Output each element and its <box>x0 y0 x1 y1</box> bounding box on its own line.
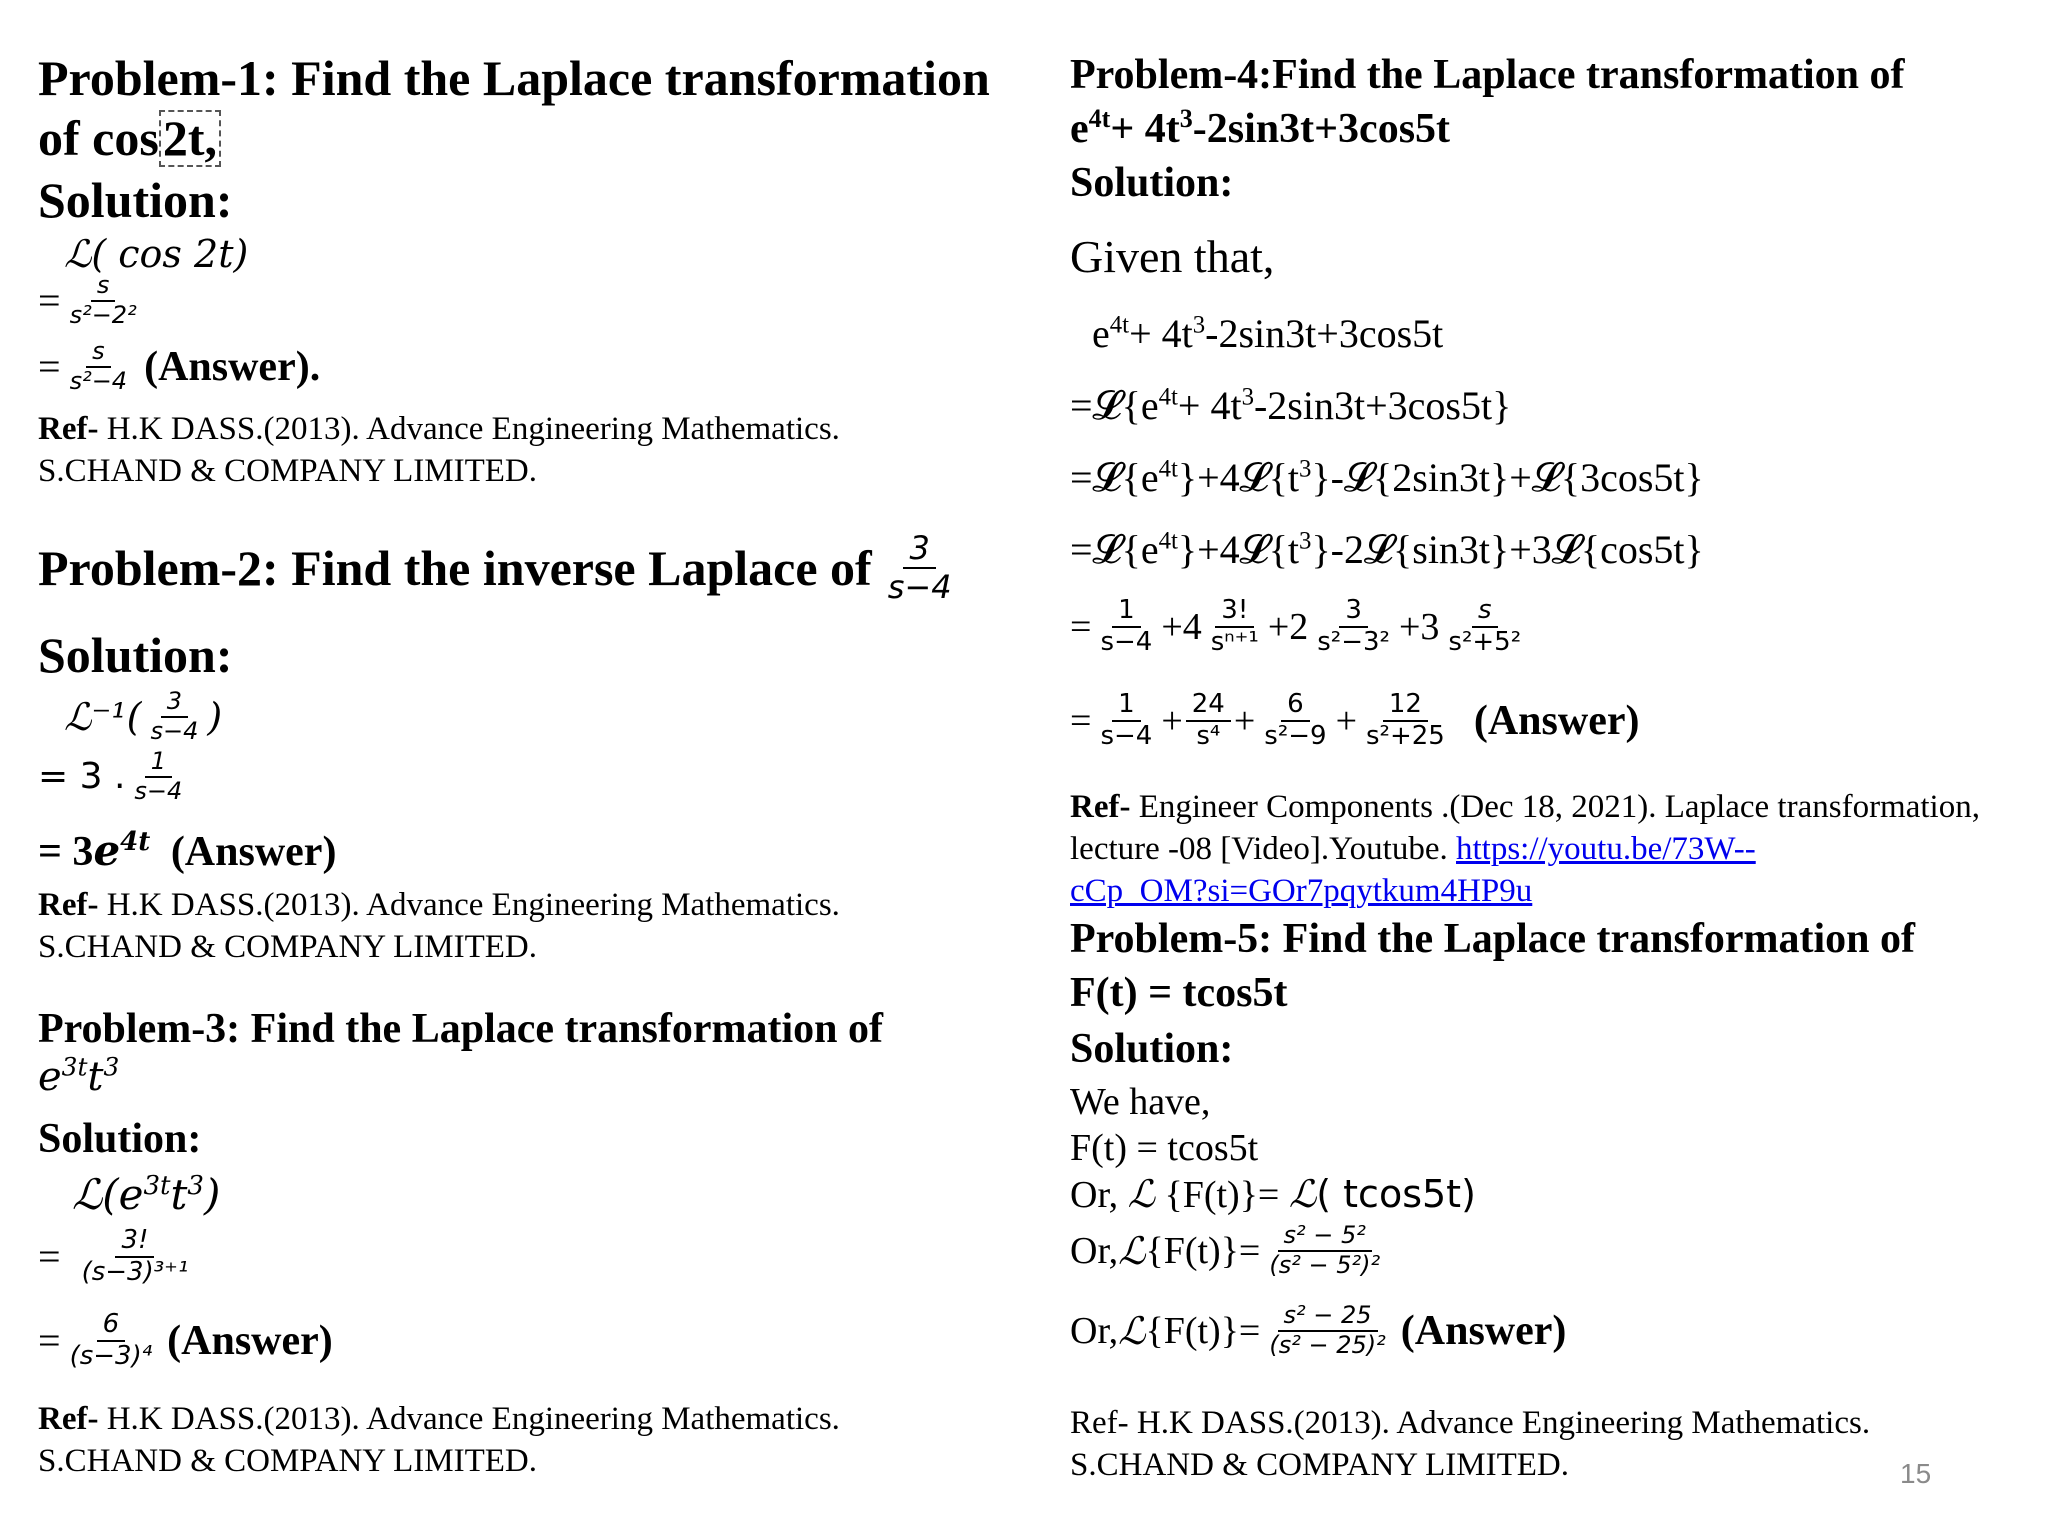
p5-step-3 <box>1070 1302 1566 1359</box>
p4-answer: (Answer) <box>1473 697 1640 744</box>
p1-step-laplace <box>64 232 248 277</box>
p4-step-1-b: + 4t <box>1177 383 1242 428</box>
p2-reference-line2: S.CHAND & COMPANY LIMITED. <box>38 929 538 965</box>
p2-step-2 <box>38 826 336 876</box>
p5-step-1-arg: ( tcos5t) <box>1316 1172 1476 1216</box>
p5-step-3-ft: {F(t)}= <box>1145 1309 1261 1352</box>
p4-step-2-a-exp: 4t <box>1158 455 1178 483</box>
p4-step-4-frac-2-num: 3! <box>1215 596 1254 628</box>
p1-fraction-2-den: s²−4 <box>69 366 128 395</box>
p3-title-e: e <box>38 1054 62 1100</box>
p5-step-3-or: Or, <box>1070 1309 1119 1352</box>
p3-fraction-1-den: (s−3)³⁺¹ <box>81 1256 189 1287</box>
p4-given-expr <box>1092 310 1443 357</box>
p5-step-2-fraction <box>1263 1222 1386 1279</box>
p1-title-2t-box: 2t, <box>159 110 221 167</box>
p4-ref-label: Ref- <box>1070 789 1131 825</box>
p4-given-4t-exp: 3 <box>1192 311 1206 339</box>
p4-step-5-equals: = <box>1070 699 1092 742</box>
p4-step-2-c: }-𝓛{2sin3t}+𝓛{3cos5t} <box>1311 455 1704 500</box>
p4-step-3-c: }-2𝓛{sin3t}+3𝓛{cos5t} <box>1311 527 1704 572</box>
p4-step-3-a-exp: 4t <box>1158 527 1178 555</box>
p1-title-of-cos: of cos <box>38 110 159 166</box>
p4-step-4-frac-3-num: 3 <box>1339 596 1368 628</box>
p4-step-4 <box>1070 596 1530 658</box>
p1-step-2 <box>38 338 320 395</box>
p3-laplace-e-exp: 3t <box>143 1171 171 1201</box>
p4-step-5-frac-1 <box>1094 690 1158 752</box>
p5-step-1-or: Or, <box>1070 1174 1128 1216</box>
p2-inverse-fraction <box>144 688 204 745</box>
p2-ref-text: H.K DASS.(2013). Advance Engineering Mathematics. <box>98 887 840 923</box>
p5-answer: (Answer) <box>1400 1307 1567 1354</box>
p3-fraction-1 <box>76 1226 195 1288</box>
p4-step-5-frac-2-den: s⁴ <box>1196 720 1221 751</box>
p1-reference-line1 <box>38 408 840 450</box>
p3-step-2 <box>38 1310 333 1372</box>
p4-step-4-frac-3 <box>1311 596 1396 658</box>
page-number: 15 <box>1900 1458 1932 1489</box>
p1-fraction-2 <box>64 338 134 395</box>
p1-fraction-2-num: s <box>86 338 111 368</box>
p4-step-2-a: =𝓛{e <box>1070 455 1159 500</box>
p2-step-1-fraction-den: s−4 <box>134 776 183 805</box>
p3-title-t: t <box>87 1054 104 1100</box>
p4-step-4-equals: = <box>1070 605 1092 648</box>
p4-title-rest: -2sin3t+3cos5t <box>1192 106 1451 152</box>
p4-step-4-frac-4-num: s <box>1472 596 1498 628</box>
p4-step-2 <box>1070 454 1704 501</box>
p4-step-5-plus-1: + <box>1161 699 1183 742</box>
p3-fraction-2-num: 6 <box>97 1310 126 1342</box>
p3-solution-heading: Solution: <box>38 1116 202 1162</box>
p4-step-4-frac-1 <box>1094 596 1158 658</box>
p5-step-1-laplace: ℒ <box>1127 1172 1155 1216</box>
p1-fraction-1-num: s <box>91 272 116 302</box>
p5-title-line2: F(t) = tcos5t <box>1070 970 1288 1016</box>
p5-step-3-laplace: ℒ <box>1118 1308 1146 1353</box>
p4-step-5-frac-4 <box>1360 690 1451 752</box>
p4-step-5-frac-1-den: s−4 <box>1100 720 1153 751</box>
p3-fraction-1-num: 3! <box>115 1226 154 1258</box>
p1-laplace-expr: ℒ( cos 2t) <box>64 232 249 276</box>
p2-title <box>38 530 961 606</box>
p4-step-4-frac-4-den: s²+5² <box>1448 626 1522 657</box>
p4-step-2-b-exp: 3 <box>1299 455 1312 483</box>
p4-step-4-frac-1-num: 1 <box>1112 596 1141 628</box>
p4-step-5-frac-3 <box>1258 690 1332 752</box>
p1-step-1 <box>38 272 146 329</box>
p5-given-function: F(t) = tcos5t <box>1070 1127 1259 1169</box>
p4-given-4t: + 4t <box>1129 311 1193 356</box>
p4-ref-text: Engineer Components .(Dec 18, 2021). Laplace transformation, <box>1130 789 1980 825</box>
p4-step-4-frac-3-den: s²−3² <box>1317 626 1390 657</box>
p4-reference-line3 <box>1070 870 1532 912</box>
p4-title-4t: + 4t <box>1110 106 1180 152</box>
p4-step-1-a: =𝓛{e <box>1070 383 1159 428</box>
p1-solution-heading: Solution: <box>38 172 233 228</box>
p5-reference-line2: S.CHAND & COMPANY LIMITED. <box>1070 1447 1570 1483</box>
p1-ref-label: Ref- <box>38 411 99 447</box>
p3-fraction-2 <box>64 1310 159 1372</box>
p4-reference-line1 <box>1070 786 1980 828</box>
p3-step-1 <box>38 1226 197 1288</box>
p2-inverse-fraction-den: s−4 <box>150 716 199 745</box>
p1-title-line2 <box>38 108 221 168</box>
p4-step-5-frac-3-num: 6 <box>1281 690 1310 722</box>
p5-reference-line1: Ref- H.K DASS.(2013). Advance Engineering Mathematics. <box>1070 1405 1871 1441</box>
p4-title-line2 <box>1070 102 1450 156</box>
p5-solution-heading: Solution: <box>1070 1026 1234 1072</box>
p4-given-e: e <box>1092 311 1110 356</box>
p3-equals-1: = <box>38 1234 61 1280</box>
p4-step-1-c: -2sin3t+3cos5t} <box>1253 383 1512 428</box>
p2-step-1-fraction <box>128 748 188 805</box>
p2-reference-line1 <box>38 884 840 926</box>
p3-title-line1: Problem-3: Find the Laplace transformation of <box>38 1006 883 1052</box>
p3-answer: (Answer) <box>167 1317 333 1364</box>
p4-step-5-frac-1-num: 1 <box>1112 690 1141 722</box>
p5-step-3-fraction <box>1263 1302 1391 1359</box>
p2-step-2-prefix: = 3 <box>38 829 94 875</box>
p3-laplace-t-exp: 3 <box>187 1171 204 1201</box>
p4-step-4-plus-3: +3 <box>1398 605 1440 648</box>
p4-step-1 <box>1070 382 1511 429</box>
p4-step-3-b-exp: 3 <box>1299 527 1312 555</box>
p1-fraction-1 <box>64 272 143 329</box>
p4-step-4-frac-2 <box>1205 596 1265 658</box>
p5-step-2-fraction-num: s² − 5² <box>1278 1222 1372 1252</box>
p4-step-5-plus-2: + <box>1233 699 1256 742</box>
p1-title-line1: Problem-1: Find the Laplace transformation <box>38 50 990 106</box>
p2-title-fraction-den: s−4 <box>887 567 952 606</box>
p2-answer: (Answer) <box>170 829 337 875</box>
p4-step-3-b: }+4𝓛{t <box>1177 527 1300 572</box>
p3-equals-2: = <box>38 1318 61 1364</box>
p4-step-4-frac-4 <box>1442 596 1527 658</box>
p3-title-e-exp: 3t <box>61 1052 88 1082</box>
p4-given-heading: Given that, <box>1070 231 1275 282</box>
p2-step-laplace <box>64 688 222 745</box>
p4-title-4t-exp: 3 <box>1179 104 1193 133</box>
p4-step-5-frac-4-num: 12 <box>1383 690 1428 722</box>
p4-solution-heading: Solution: <box>1070 160 1234 206</box>
p4-step-5-frac-4-den: s²+25 <box>1366 720 1445 751</box>
p4-step-1-b-exp: 3 <box>1241 383 1254 411</box>
p3-reference-line2: S.CHAND & COMPANY LIMITED. <box>38 1443 538 1479</box>
p2-step-1-prefix: = 3 . <box>38 756 126 798</box>
p3-step-laplace <box>72 1170 220 1219</box>
p4-step-5-frac-3-den: s²−9 <box>1264 720 1327 751</box>
p4-step-5-frac-2 <box>1186 690 1231 752</box>
p4-step-3 <box>1070 526 1704 573</box>
p5-step-3-fraction-num: s² − 25 <box>1278 1302 1378 1332</box>
p4-step-5-frac-2-num: 24 <box>1186 690 1231 722</box>
p3-laplace-open: ℒ( <box>72 1170 119 1219</box>
p2-step-1-fraction-num: 1 <box>145 748 172 778</box>
p1-fraction-1-den: s²−2² <box>69 300 137 329</box>
p5-step-2-laplace: ℒ <box>1118 1228 1146 1273</box>
p5-step-3-fraction-den: (s² − 25)² <box>1269 1330 1386 1359</box>
p4-step-4-frac-1-den: s−4 <box>1100 626 1153 657</box>
p5-title-line1: Problem-5: Find the Laplace transformation of <box>1070 916 1915 962</box>
p3-reference-line1 <box>38 1398 840 1440</box>
p2-inverse-fraction-num: 3 <box>161 688 188 718</box>
p4-step-3-a: =𝓛{e <box>1070 527 1159 572</box>
p4-step-5-plus-3: + <box>1335 699 1358 742</box>
p2-title-text: Problem-2: Find the inverse Laplace of <box>38 539 872 596</box>
p4-given-rest: -2sin3t+3cos5t <box>1205 311 1444 356</box>
p1-ref-text: H.K DASS.(2013). Advance Engineering Mathematics. <box>98 411 840 447</box>
p2-inverse-close: ) <box>207 694 223 739</box>
p4-step-4-frac-2-den: sⁿ⁺¹ <box>1210 626 1259 657</box>
p2-ref-label: Ref- <box>38 887 99 923</box>
p4-given-e-exp: 4t <box>1109 311 1130 339</box>
p1-equals-1: = <box>38 278 61 324</box>
p4-step-4-plus-2: +2 <box>1267 605 1309 648</box>
p5-step-2-fraction-den: (s² − 5²)² <box>1269 1250 1381 1279</box>
p4-step-5 <box>1070 690 1639 752</box>
p3-laplace-t: t <box>170 1170 188 1219</box>
p4-reference-line2 <box>1070 828 1756 870</box>
p5-we-have: We have, <box>1070 1081 1211 1123</box>
p3-laplace-close: ) <box>203 1170 221 1219</box>
p3-laplace-e: e <box>118 1170 144 1219</box>
p2-title-fraction <box>882 530 958 606</box>
p4-step-2-b: }+4𝓛{t <box>1177 455 1300 500</box>
p3-fraction-2-den: (s−3)⁴ <box>69 1340 153 1371</box>
p4-ref-text-2: lecture -08 [Video].Youtube. <box>1070 831 1456 867</box>
p1-equals-2: = <box>38 344 61 390</box>
p3-title-expression <box>38 1054 119 1100</box>
p5-step-2-or: Or, <box>1070 1229 1119 1272</box>
p4-step-4-plus-4: +4 <box>1161 605 1202 648</box>
p4-title-e-exp: 4t <box>1088 104 1111 133</box>
p2-step-2-exp: 4t <box>120 827 151 857</box>
p5-step-1-laplace-2: ℒ <box>1288 1172 1317 1216</box>
p4-reference-link[interactable]: https://youtu.be/73W-- <box>1456 831 1756 867</box>
p5-step-2 <box>1070 1222 1389 1279</box>
p2-title-fraction-num: 3 <box>903 530 935 569</box>
p1-answer: (Answer). <box>144 343 321 390</box>
p3-ref-text: H.K DASS.(2013). Advance Engineering Mathematics. <box>98 1401 840 1437</box>
p4-step-1-a-exp: 4t <box>1158 383 1178 411</box>
p5-step-1-ft: {F(t)}= <box>1154 1174 1289 1216</box>
p3-title-t-exp: 3 <box>103 1052 120 1082</box>
p2-step-1 <box>38 748 191 805</box>
p1-reference-line2: S.CHAND & COMPANY LIMITED. <box>38 453 538 489</box>
p2-step-2-e: e <box>93 826 121 875</box>
p5-step-1 <box>1070 1172 1476 1217</box>
p2-solution-heading: Solution: <box>38 627 233 683</box>
p4-title-line1: Problem-4:Find the Laplace transformation of <box>1070 52 1905 98</box>
p2-inverse-laplace: ℒ⁻¹( <box>64 694 142 739</box>
p5-step-2-ft: {F(t)}= <box>1145 1229 1261 1272</box>
p4-reference-link-cont[interactable]: cCp_OM?si=GOr7pqytkum4HP9u <box>1070 873 1533 909</box>
p3-ref-label: Ref- <box>38 1401 99 1437</box>
p4-title-e: e <box>1070 106 1089 152</box>
